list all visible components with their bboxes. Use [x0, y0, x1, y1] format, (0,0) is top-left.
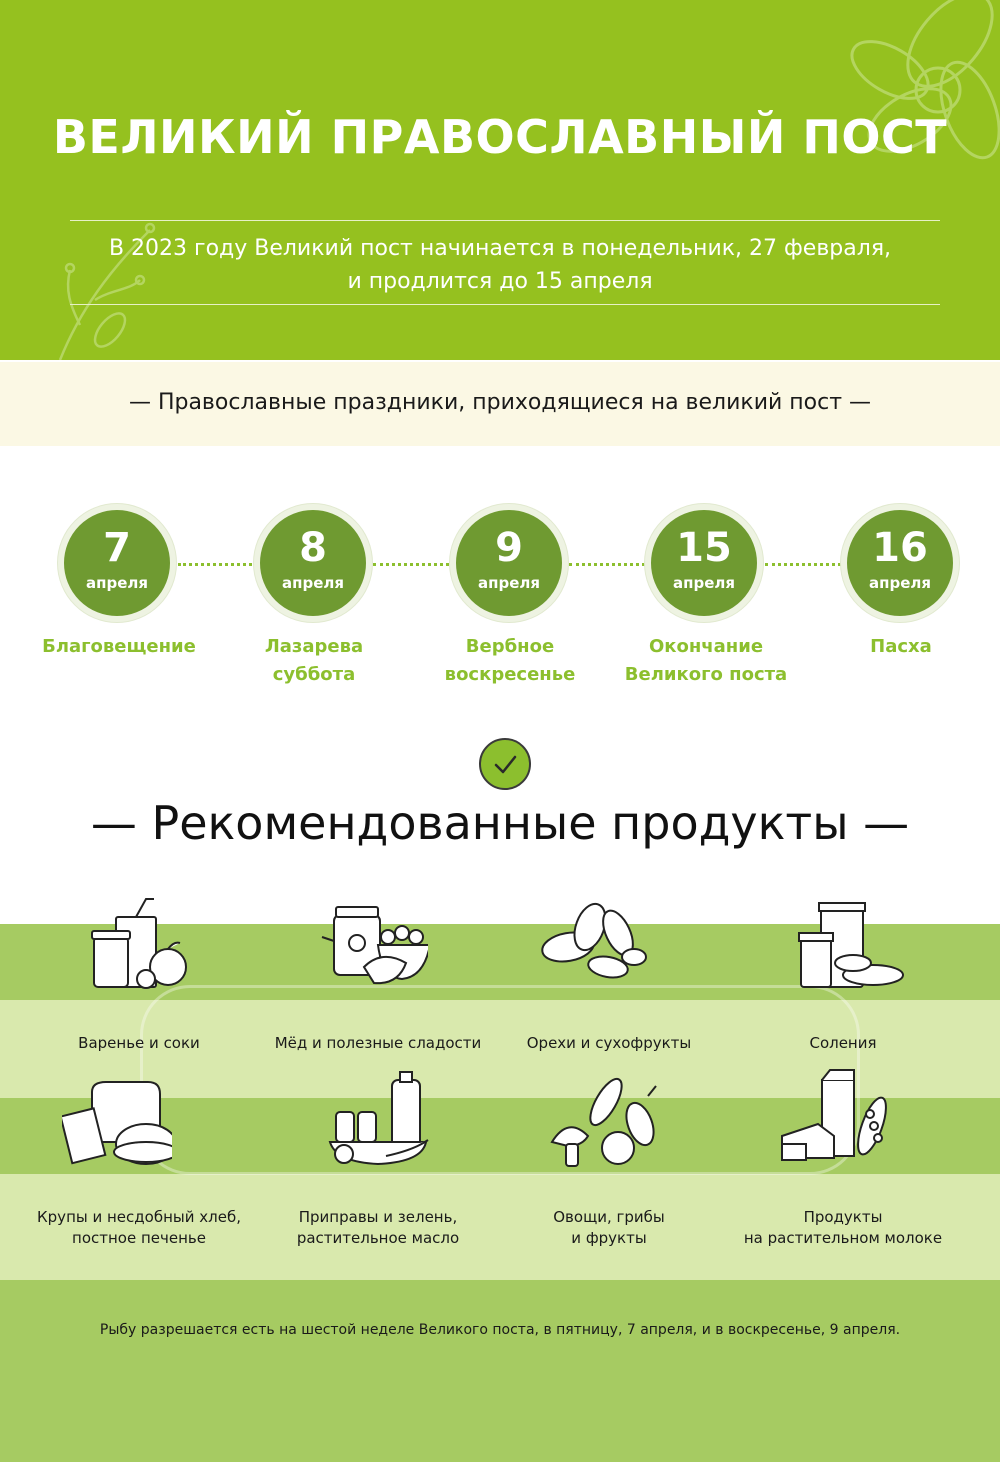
date-month: апреля — [477, 574, 540, 592]
product-label-line: Овощи, грибы — [553, 1208, 665, 1226]
date-month: апреля — [85, 574, 148, 592]
product-label — [494, 1207, 724, 1249]
date-circle — [450, 504, 568, 622]
product-label-line: на растительном молоке — [743, 1229, 943, 1247]
vegetables-mushrooms-icon — [548, 1076, 658, 1171]
date-month: апреля — [281, 574, 344, 592]
holiday-name-line: Лазарева — [264, 636, 364, 657]
products-section-title: — Рекомендованные продукты — — [90, 796, 910, 850]
holiday-name-line: Пасха — [870, 636, 932, 657]
product-label-line: постное печенье — [72, 1229, 206, 1247]
header-banner — [0, 0, 1000, 360]
timeline-connector — [765, 563, 847, 566]
footer-stripe — [0, 1280, 1000, 1462]
holiday-name-line: Вербное — [465, 636, 555, 657]
page-title: ВЕЛИКИЙ ПРАВОСЛАВНЫЙ ПОСТ — [52, 110, 948, 164]
product-label-line: Соления — [809, 1034, 877, 1052]
nuts-dried-fruits-icon — [538, 897, 648, 992]
subtitle-line-2: и продлится до 15 апреля — [347, 269, 653, 294]
plant-milk-icon — [778, 1066, 888, 1161]
product-label — [263, 1207, 493, 1249]
subtitle-line-1: В 2023 году Великий пост начинается в понедельник, 27 февраля, — [108, 236, 892, 261]
product-label-line: растительное масло — [296, 1229, 460, 1247]
date-circle — [841, 504, 959, 622]
bread-cereals-icon — [62, 1076, 172, 1171]
product-label-line: Варенье и соки — [78, 1034, 200, 1052]
flower-decoration-icon — [820, 0, 1000, 200]
bottom-divider — [70, 304, 940, 305]
date-circle — [254, 504, 372, 622]
pickles-icon — [795, 897, 905, 992]
date-day: 15 — [676, 525, 732, 571]
holiday-name — [24, 633, 214, 661]
holidays-section-title: — Православные праздники, приходящиеся на великий пост — — [128, 390, 872, 415]
product-label — [263, 1033, 493, 1054]
timeline-connector — [373, 563, 455, 566]
spices-oil-icon — [326, 1070, 436, 1165]
date-month: апреля — [672, 574, 735, 592]
date-day: 16 — [872, 525, 928, 571]
product-label-line: Мёд и полезные сладости — [274, 1034, 482, 1052]
top-divider — [70, 220, 940, 221]
product-label — [728, 1207, 958, 1249]
product-label — [24, 1207, 254, 1249]
honey-sweets-icon — [318, 897, 428, 992]
product-label-line: Крупы и несдобный хлеб, — [37, 1208, 241, 1226]
checkmark-icon — [479, 738, 531, 790]
holiday-name-line: Благовещение — [42, 636, 196, 657]
date-day: 8 — [299, 525, 327, 571]
date-day: 7 — [103, 525, 131, 571]
product-label — [494, 1033, 724, 1054]
date-circle — [645, 504, 763, 622]
fish-footnote: Рыбу разрешается есть на шестой неделе Великого поста, в пятницу, 7 апреля, и в воскресенье, 9 апреля. — [99, 1322, 901, 1338]
product-label-line: Приправы и зелень, — [298, 1208, 458, 1226]
holiday-name-line: суббота — [272, 664, 356, 685]
timeline-connector — [178, 563, 258, 566]
jam-juice-icon — [88, 897, 198, 992]
holiday-name — [806, 633, 996, 661]
holiday-name — [415, 633, 605, 689]
holiday-name — [611, 633, 801, 689]
lent-dates-text — [0, 232, 1000, 298]
product-label-line: и фрукты — [571, 1229, 647, 1247]
product-label-line: Орехи и сухофрукты — [526, 1034, 692, 1052]
holiday-name-line: воскресенье — [444, 664, 576, 685]
holiday-name-line: Окончание — [648, 636, 764, 657]
product-label — [24, 1033, 254, 1054]
date-month: апреля — [868, 574, 931, 592]
date-circle — [58, 504, 176, 622]
product-label — [728, 1033, 958, 1054]
holiday-name-line: Великого поста — [624, 664, 788, 685]
timeline-connector — [569, 563, 651, 566]
holiday-name — [219, 633, 409, 689]
date-day: 9 — [495, 525, 523, 571]
product-label-line: Продукты — [803, 1208, 883, 1226]
